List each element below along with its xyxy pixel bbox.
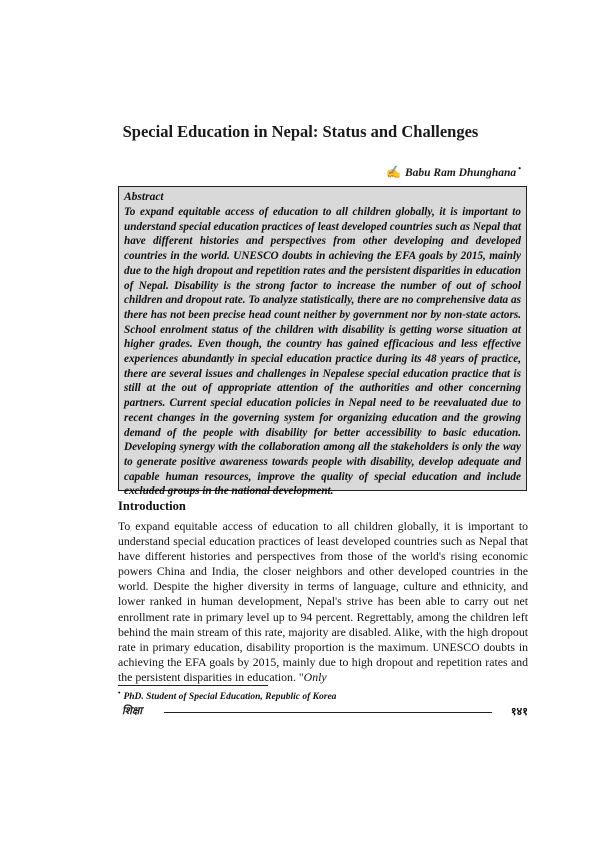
abstract-box (118, 186, 527, 498)
introduction-trailing-italic: Only (303, 669, 327, 684)
footnote-text: PhD. Student of Special Education, Republic of Korea (123, 692, 337, 703)
author-line (386, 164, 521, 180)
footer-rule (164, 712, 492, 713)
introduction-heading: Introduction (118, 499, 186, 513)
abstract-text: To expand equitable access of education to all children globally, it is important to understand special education practices of least developed countries such as Nepal that have different histories and perspectives from other developing and developed countries in the world. UNESCO doubts in achieving the EFA goals by 2015, mainly due to the high dropout and repetition rates and the persistent disparities in education of Nepal. Disability is the strong factor to increase the number of out of school children and dropout rate. To analyze statistically, there are no comprehensive data as there has not been precise head count neither by government nor by non-state actors. School enrolment status of the children with disability is getting worse situation at higher grades. Even though, the country has gained efficacious and less effective experiences abundantly in special education practice during its 48 years of practice, there are several issues and challenges in Nepalese special education practice that is still at the out of appropriate attention of the authorities and other concerning partners. Current special education policies in Nepal need to be reevaluated due to recent changes in the governing system for organizing education and the growing demand of the people with disability for better accessibility to basic education. Developing synergy with the collaboration among all the stakeholders is only the way to generate positive awareness towards people with disability, develop adequate and capable human resources, improve the quality of special education and include excluded groups in the national development. (124, 206, 521, 498)
paper-title: Special Education in Nepal: Status and Challenges (122, 122, 479, 141)
introduction-text: To expand equitable access of education to all children globally, it is important to understand special education practices of least developed countries such as Nepal that have different histories and perspectives from those of the world's rising economic powers China and India, the closer neighbors and other developed countries in the world. Despite the higher diversity in terms of language, culture and ethnicity, and lower ranked in human development, Nepal's strive has been able to carry out net enrollment rate in primary level up to 94 percent. Regrettably, among the children left behind the main stream of this rate, majority are disabled. Alike, with the high dropout rate in primary education, disability proportion is the maximum. UNESCO doubts in achieving the EFA goals by 2015, mainly due to high dropout and repetition rates and the persistent disparities in education. " (118, 519, 528, 684)
footnote (118, 689, 336, 702)
pen-icon: ✍ (386, 164, 401, 179)
page-number: १४१ (510, 705, 528, 718)
footer-journal-name: शिक्षा (122, 705, 143, 717)
author-name: Babu Ram Dhunghana (404, 166, 517, 179)
page-footer (118, 704, 528, 720)
abstract-heading: Abstract (124, 191, 164, 203)
author-footnote-marker: • (518, 164, 521, 173)
introduction-paragraph (118, 519, 528, 684)
footnote-marker: • (118, 689, 121, 697)
footnote-divider (118, 685, 268, 686)
